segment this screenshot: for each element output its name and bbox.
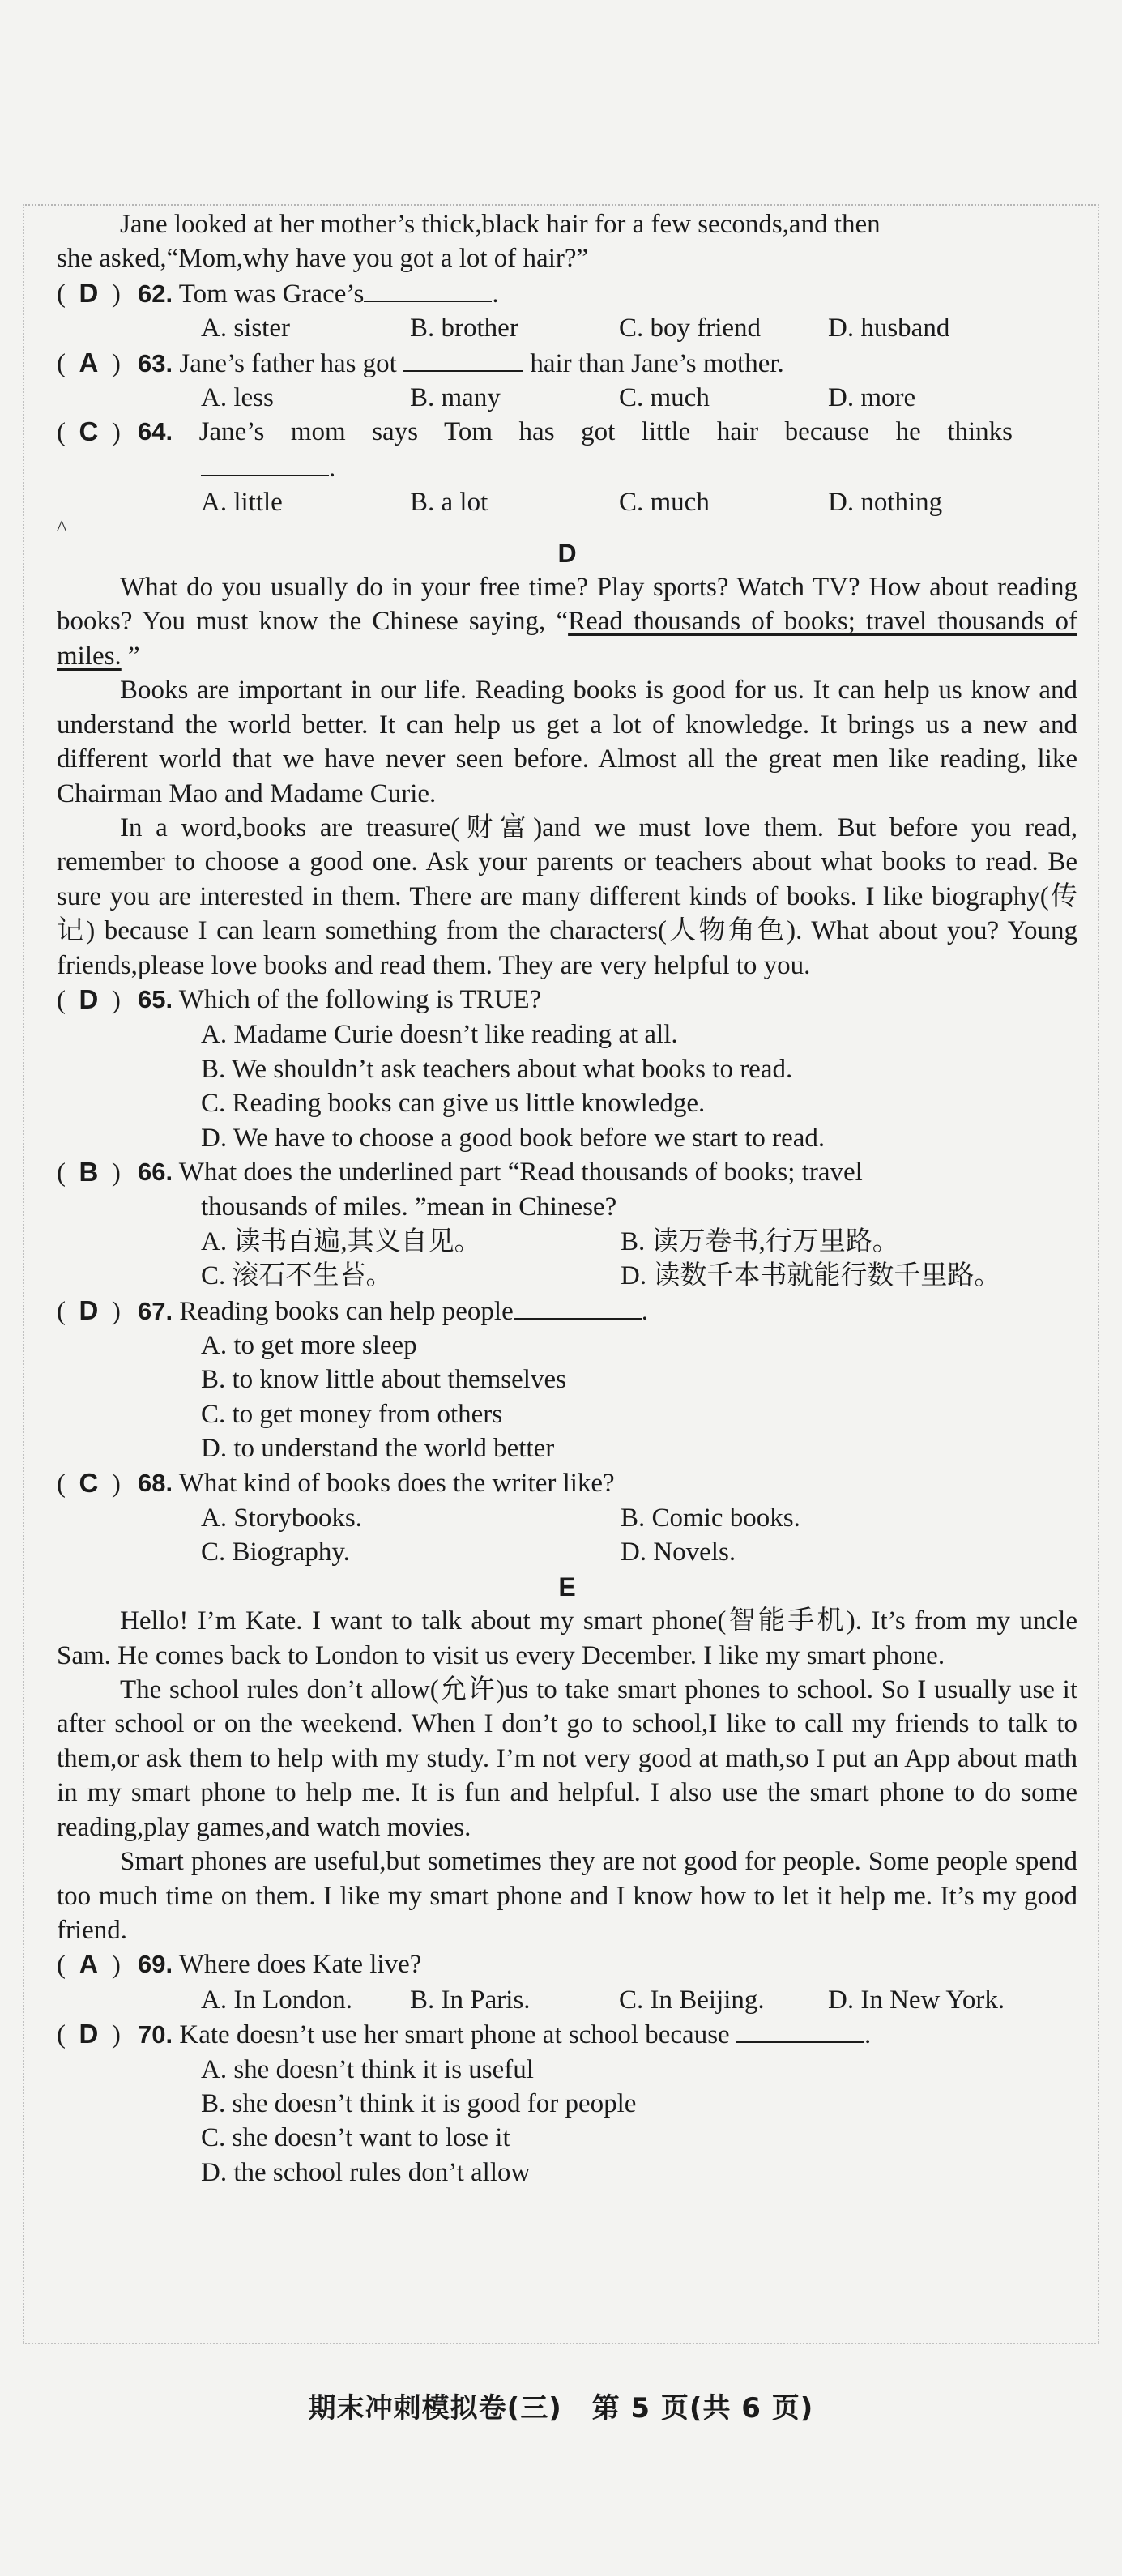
option-d: D. Novels.	[621, 1537, 736, 1567]
answer-letter: C	[79, 1467, 99, 1498]
question-number: 70.	[138, 2020, 173, 2049]
section-e-paragraph-2: The school rules don’t allow(允许)us to take smart phones to school. So I usually use it after school or on the weekend. When I don’t go to school,I like to call my friends to talk to them,or ask them to help with my study. I’m not very good at math,so I put an App about math in my smart phone to help me. It is fun and helpful. I also use the smart phone to do some reading,play games,and watch movies.	[57, 1675, 1077, 1842]
answer-letter: D	[79, 277, 99, 308]
footer-title: 期末冲刺模拟卷(三)	[308, 2392, 562, 2425]
answer-paren: ( D )	[57, 983, 121, 1015]
question-67	[57, 1294, 1077, 1329]
option-d: D. the school rules don’t allow	[201, 2157, 531, 2187]
question-stem: Jane’s mom says Tom has got little hair because he thinks	[198, 417, 1013, 447]
options-64	[57, 485, 1077, 519]
question-stem-line-2: thousands of miles. ”mean in Chinese?	[201, 1192, 617, 1222]
answer-blank	[201, 450, 329, 476]
question-stem: Tom was Grace’s	[178, 279, 365, 309]
section-e-paragraph-3: Smart phones are useful,but sometimes they are not good for people. Some people spend too much time on them. I like my smart phone and I know how to let it help me. It’s my good friend.	[57, 1847, 1077, 1945]
option-d: D. husband	[828, 313, 950, 343]
option-b: B. Comic books.	[621, 1503, 800, 1533]
option-c: C. she doesn’t want to lose it	[201, 2123, 510, 2153]
answer-letter: C	[79, 416, 99, 447]
stem-end: .	[864, 2020, 872, 2050]
question-number: 62.	[138, 279, 173, 308]
question-68	[57, 1466, 1077, 1501]
passage-c-line-1: Jane looked at her mother’s thick,black hair for a few seconds,and then	[120, 210, 881, 239]
option-c: C. In Beijing.	[619, 1985, 765, 2015]
question-number: 64.	[138, 417, 173, 446]
blank-line-64	[57, 450, 1077, 485]
question-stem: Kate doesn’t use her smart phone at school because	[179, 2020, 730, 2050]
question-stem: Reading books can help people	[179, 1296, 514, 1326]
question-stem-b: hair than Jane’s mother.	[530, 348, 784, 378]
answer-paren: ( C )	[57, 1467, 121, 1499]
option-d: D. more	[828, 383, 916, 413]
section-d-heading: D	[557, 538, 577, 568]
option-b: B. to know little about themselves	[201, 1365, 566, 1395]
question-number: 66.	[138, 1157, 173, 1186]
answer-blank	[364, 276, 492, 302]
option-d: D. We have to choose a good book before we start to read.	[201, 1123, 826, 1153]
question-stem: What kind of books does the writer like?	[178, 1468, 615, 1498]
answer-letter: D	[79, 1294, 99, 1325]
option-a: A. little	[201, 488, 283, 518]
answer-letter: A	[79, 347, 99, 377]
options-69	[57, 1983, 1077, 2017]
stem-end: .	[329, 453, 336, 483]
dotted-border-left	[23, 204, 24, 2343]
answer-blank	[514, 1294, 642, 1320]
dotted-border-top	[23, 204, 1099, 206]
option-a: A. 读书百遍,其义自见。	[201, 1226, 481, 1256]
option-c: C. boy friend	[619, 313, 762, 343]
option-c: C. Reading books can give us little knowledge.	[201, 1089, 706, 1119]
answer-letter: D	[79, 2019, 99, 2049]
question-number: 65.	[138, 984, 173, 1013]
option-d: D. 读数千本书就能行数千里路。	[621, 1261, 1001, 1291]
option-a: A. Storybooks.	[201, 1503, 362, 1533]
options-63	[57, 381, 1077, 415]
option-a: A. to get more sleep	[201, 1331, 417, 1360]
option-b: B. many	[410, 383, 501, 413]
option-b: B. a lot	[410, 488, 488, 518]
dotted-border-bottom	[23, 2343, 1099, 2344]
question-64	[57, 415, 1077, 450]
dotted-border-right	[1098, 204, 1099, 2343]
option-b: B. she doesn’t think it is good for people	[201, 2088, 637, 2118]
option-c: C. to get money from others	[201, 1399, 503, 1429]
answer-paren: ( D )	[57, 2019, 121, 2050]
section-e-heading: E	[558, 1572, 576, 1601]
options-62	[57, 311, 1077, 345]
paragraph-text: ”	[121, 641, 140, 671]
answer-paren: ( D )	[57, 277, 121, 309]
passage-c-line-2: she asked,“Mom,why have you got a lot of hair?”	[57, 244, 589, 274]
option-b: B. brother	[410, 313, 518, 343]
question-number: 63.	[138, 348, 173, 377]
option-c: C. much	[619, 383, 710, 413]
section-d-paragraph-3: In a word,books are treasure(财富)and we must love them. But before you read, remember to choose a good one. Ask your parents or teachers about what books to read. Be sure you are interested in them. There are many different kinds of books. I like biography(传记) because I can learn something from the characters(人物角色). What about you? Young friends,please love books and read them. They are very helpful to you.	[57, 812, 1077, 980]
answer-paren: ( B )	[57, 1156, 121, 1188]
answer-letter: B	[79, 1156, 99, 1187]
section-d-paragraph-1	[57, 570, 1077, 673]
option-d: D. In New York.	[828, 1985, 1005, 2015]
option-c: C. much	[619, 488, 710, 518]
paragraph-text: What do you usually do in your free time? Play sports? Watch TV? How about reading books? You must know the Chinese saying, “	[57, 573, 1077, 637]
question-stem: Which of the following is TRUE?	[178, 984, 542, 1014]
page-footer	[0, 2386, 1122, 2425]
option-d: D. nothing	[828, 488, 943, 518]
option-a: A. Madame Curie doesn’t like reading at all.	[201, 1020, 678, 1050]
options-66-row-1	[57, 1225, 1077, 1259]
options-68-row-1	[57, 1501, 1077, 1535]
option-c: C. Biography.	[201, 1537, 350, 1567]
question-65	[57, 983, 1077, 1017]
answer-paren: ( A )	[57, 1949, 121, 1981]
answer-paren: ( C )	[57, 416, 121, 448]
question-number: 68.	[138, 1468, 173, 1497]
question-66	[57, 1155, 1077, 1190]
answer-paren: ( A )	[57, 347, 121, 378]
answer-letter: A	[79, 1949, 99, 1980]
question-62	[57, 276, 1077, 311]
underlined-saying: Read thousands of books; travel thousands of miles.	[57, 607, 1077, 671]
question-63	[57, 346, 1077, 381]
option-a: A. sister	[201, 313, 290, 343]
question-stem-line-1: What does the underlined part “Read thousands of books; travel	[178, 1157, 863, 1187]
answer-paren: ( D )	[57, 1294, 121, 1326]
answer-blank	[403, 346, 523, 372]
options-66-row-2	[57, 1259, 1077, 1293]
question-number: 69.	[138, 1950, 173, 1979]
option-a: A. she doesn’t think it is useful	[201, 2054, 534, 2084]
options-68-row-2	[57, 1535, 1077, 1569]
option-c: C. 滚石不生苔。	[201, 1261, 393, 1291]
question-69	[57, 1947, 1077, 1982]
option-b: B. 读万卷书,行万里路。	[621, 1226, 899, 1256]
question-stem-a: Jane’s father has got	[179, 348, 397, 378]
section-e-paragraph-1: Hello! I’m Kate. I want to talk about my smart phone(智能手机). It’s from my uncle Sam. He comes back to London to visit us every December. I like my smart phone.	[57, 1606, 1077, 1670]
stem-end: .	[641, 1296, 648, 1326]
footer-page-number: 第 5 页(共 6 页)	[591, 2392, 814, 2425]
option-b: B. We shouldn’t ask teachers about what books to read.	[201, 1054, 793, 1084]
option-a: A. less	[201, 383, 274, 413]
answer-blank	[736, 2017, 864, 2043]
exam-content	[57, 207, 1077, 2190]
question-number: 67.	[138, 1296, 173, 1325]
question-stem: Where does Kate live?	[178, 1950, 422, 1980]
answer-letter: D	[79, 983, 99, 1014]
question-70	[57, 2017, 1077, 2052]
section-d-paragraph-2: Books are important in our life. Reading books is good for us. It can help us know and understand the world better. It can help us get a lot of knowledge. It brings us a new and different world that we have never seen before. Almost all the great men like reading, like Chairman Mao and Madame Curie.	[57, 676, 1077, 808]
stem-end: .	[492, 279, 499, 309]
option-b: B. In Paris.	[410, 1985, 531, 2015]
option-d: D. to understand the world better	[201, 1434, 555, 1464]
stray-mark: ^	[57, 515, 67, 540]
option-a: A. In London.	[201, 1985, 352, 2015]
